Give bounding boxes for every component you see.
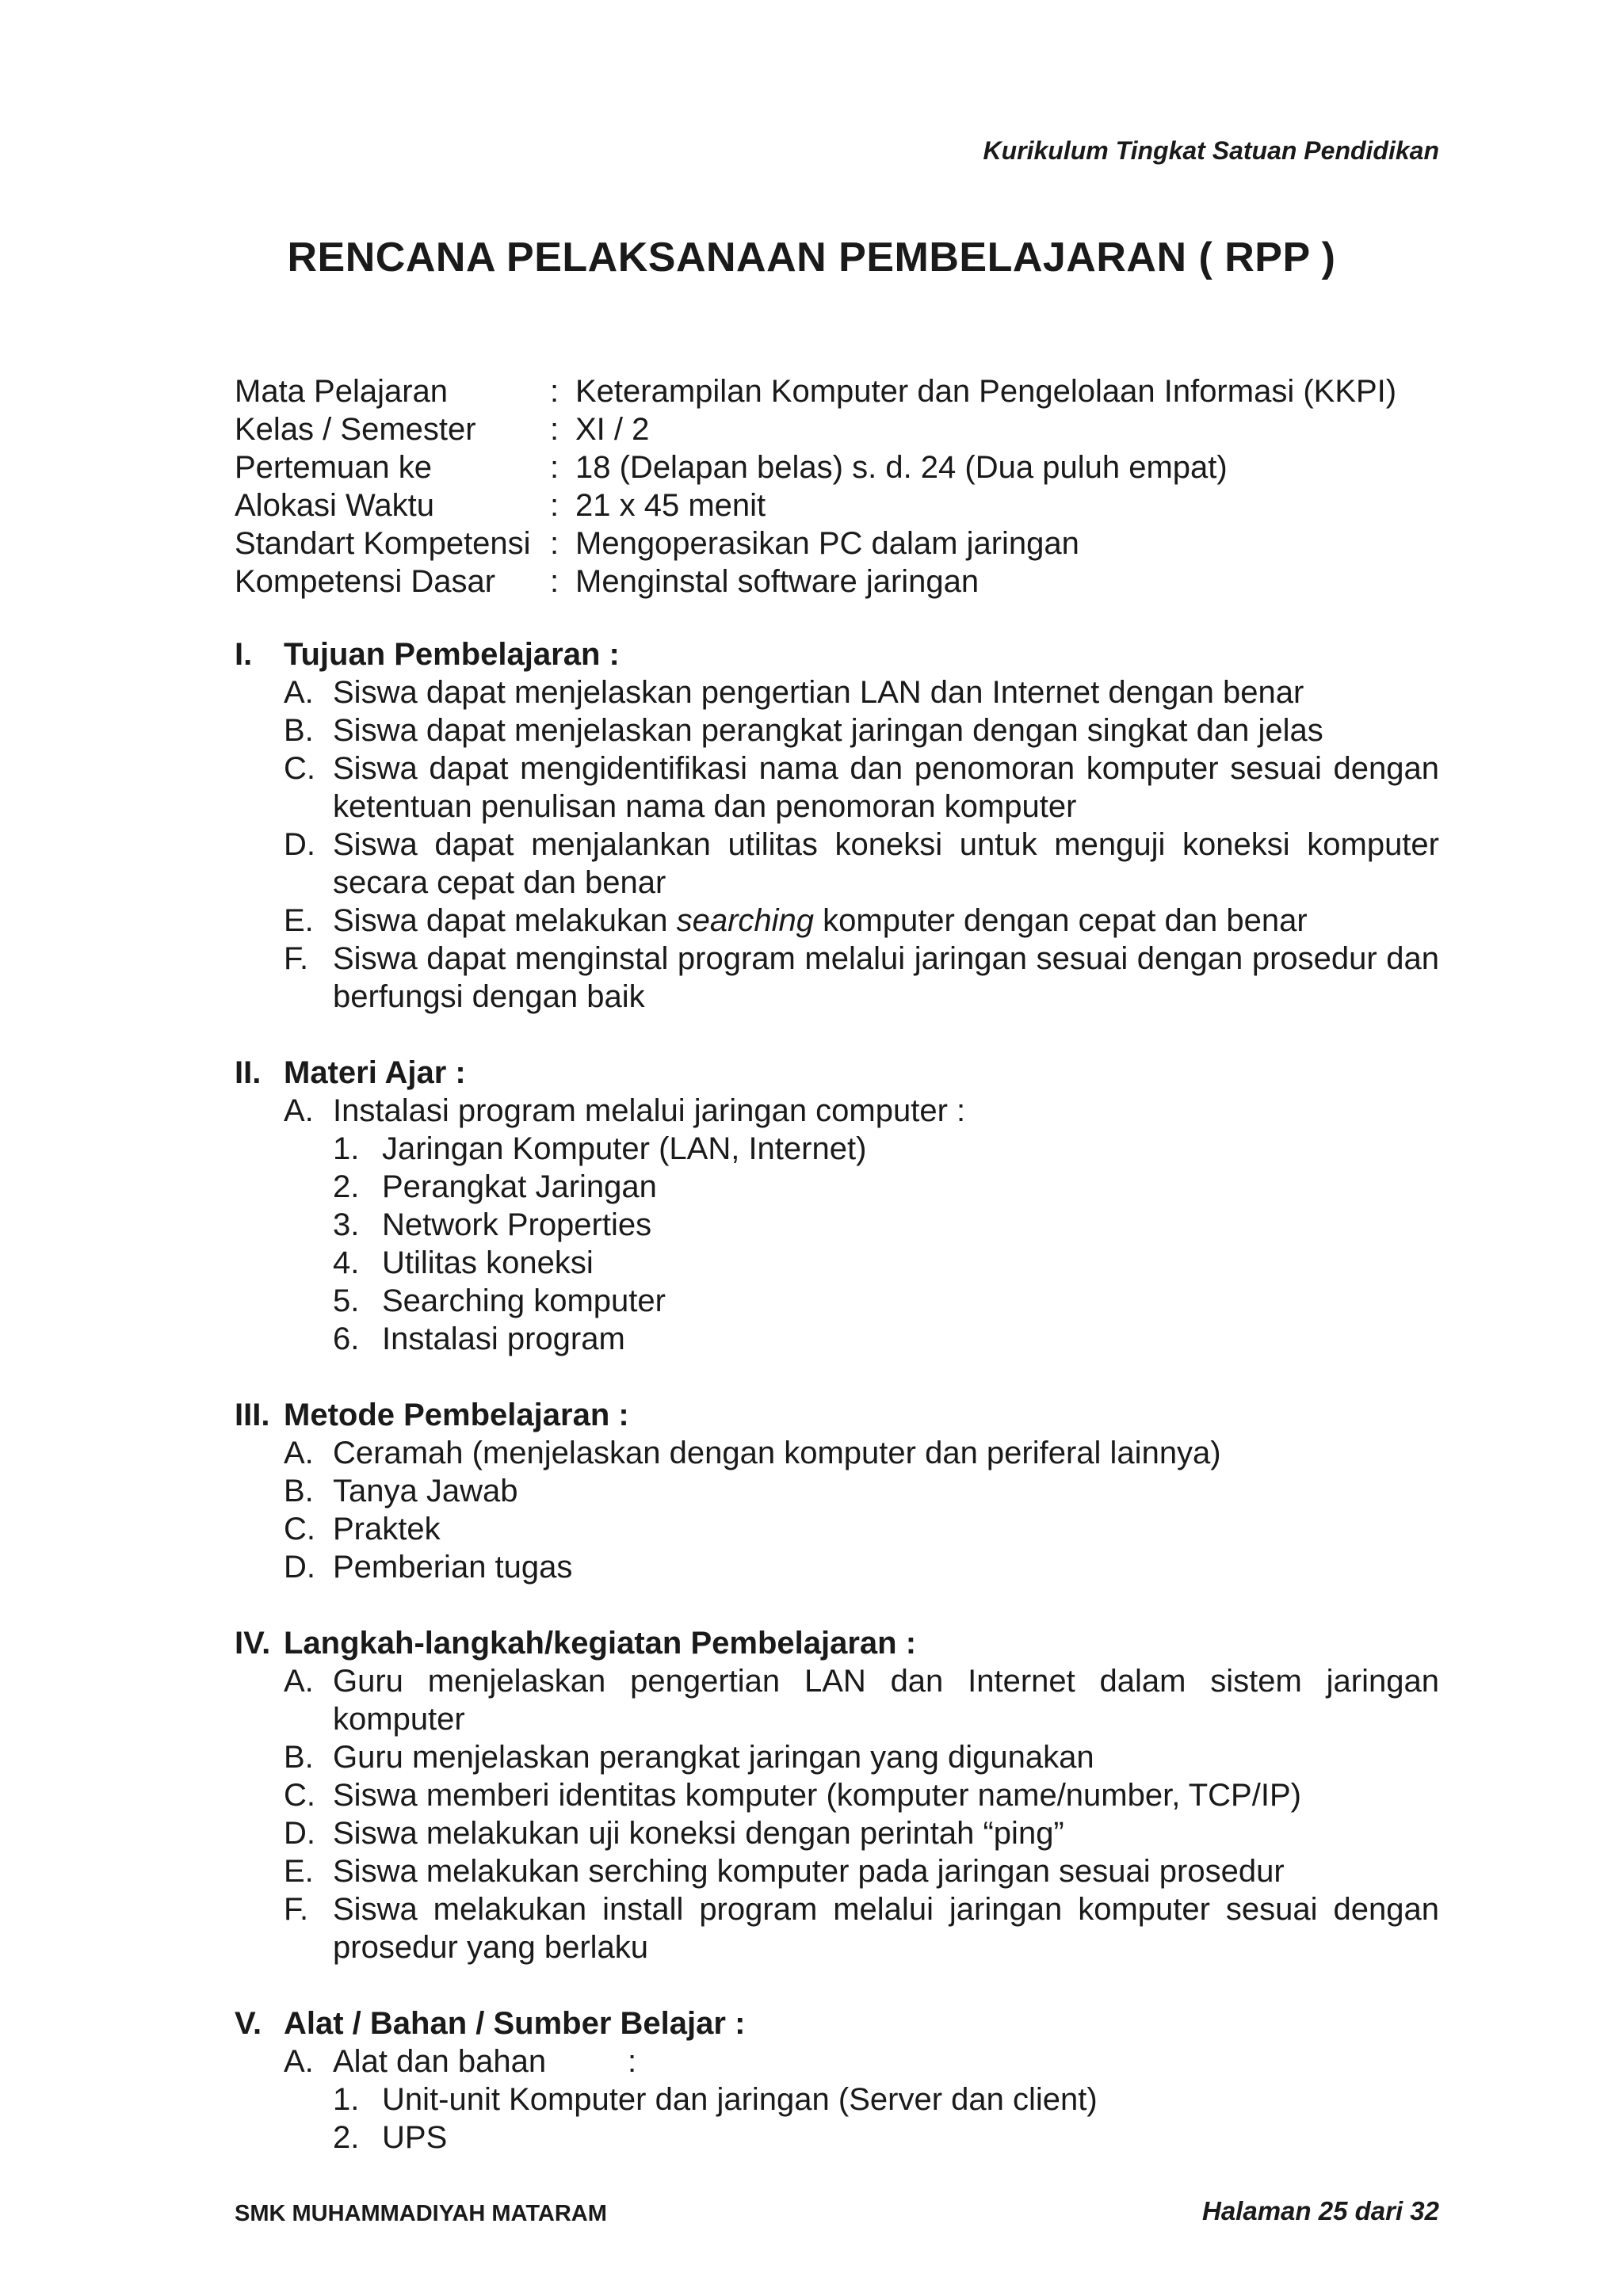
info-value: Menginstal software jaringan [575, 564, 980, 599]
info-value: Mengoperasikan PC dalam jaringan [575, 526, 1079, 561]
list-item: B. Tanya Jawab [284, 1474, 518, 1508]
info-row: Kelas / Semester : XI / 2 [235, 412, 650, 447]
footer-page-number: Halaman 25 dari 32 [1202, 2196, 1439, 2225]
info-label: Kelas / Semester [235, 412, 476, 447]
curriculum-header: Kurikulum Tingkat Satuan Pendidikan [983, 136, 1439, 165]
sub-item: 3. Network Properties [333, 1207, 652, 1242]
sub-item: 2. UPS [333, 2120, 448, 2155]
info-value: XI / 2 [575, 412, 650, 447]
list-item: B. Siswa dapat menjelaskan perangkat jaringan dengan singkat dan jelas [284, 713, 1323, 748]
section-heading: IV. Langkah-langkah/kegiatan Pembelajaran : [235, 1626, 917, 1661]
sub-item: 5. Searching komputer [333, 1283, 666, 1318]
info-row: Alokasi Waktu : 21 x 45 menit [235, 488, 766, 523]
list-item: D. Siswa melakukan uji koneksi dengan perintah “ping” [284, 1816, 1064, 1851]
info-row: Pertemuan ke : 18 (Delapan belas) s. d. 24 (Dua puluh empat) [235, 450, 1228, 485]
section-objectives [235, 635, 1439, 1016]
list-item: A. Ceramah (menjelaskan dengan komputer dan periferal lainnya) [284, 1436, 1221, 1470]
info-value: Keterampilan Komputer dan Pengelolaan Informasi (KKPI) [575, 374, 1397, 409]
footer-school: SMK MUHAMMADIYAH MATARAM [235, 2201, 607, 2226]
list-item: C. Praktek [284, 1512, 441, 1547]
info-value: 21 x 45 menit [575, 488, 766, 523]
info-row: Standart Kompetensi : Mengoperasikan PC dalam jaringan [235, 526, 1079, 561]
section-heading: II. Materi Ajar : [235, 1055, 466, 1090]
lesson-sections [235, 635, 1439, 2195]
list-item: E. Siswa melakukan serching komputer pada jaringan sesuai prosedur [284, 1854, 1285, 1889]
list-item: C. Siswa dapat mengidentifikasi nama dan penomoran komputer sesuai dengan ketentuan penulisan nama dan penomoran komputer [284, 751, 1439, 824]
list-item: A. Siswa dapat menjelaskan pengertian LAN dan Internet dengan benar [284, 675, 1304, 710]
list-item: C. Siswa memberi identitas komputer (komputer name/number, TCP/IP) [284, 1778, 1301, 1813]
page-title: RENCANA PELAKSANAAN PEMBELAJARAN ( RPP ) [287, 235, 1336, 280]
list-item: A. Instalasi program melalui jaringan computer : [284, 1093, 966, 1128]
section-activities [235, 1624, 1439, 1966]
section-materials [235, 1054, 1439, 1358]
list-item: A. Alat dan bahan : [284, 2044, 637, 2079]
list-item: A. Guru menjelaskan pengertian LAN dan Internet dalam sistem jaringan komputer [284, 1664, 1439, 1737]
info-value: 18 (Delapan belas) s. d. 24 (Dua puluh empat) [575, 450, 1228, 485]
list-item: F. Siswa dapat menginstal program melalui jaringan sesuai dengan prosedur dan berfungsi dengan baik [284, 941, 1439, 1014]
course-info [235, 372, 1396, 601]
list-item: B. Guru menjelaskan perangkat jaringan yang digunakan [284, 1740, 1094, 1775]
sub-item: 1. Jaringan Komputer (LAN, Internet) [333, 1131, 867, 1166]
section-heading: I. Tujuan Pembelajaran : [235, 637, 620, 672]
list-item: D. Siswa dapat menjalankan utilitas koneksi untuk menguji koneksi komputer secara cepat dan benar [284, 827, 1439, 900]
section-heading: V. Alat / Bahan / Sumber Belajar : [235, 2006, 746, 2041]
list-item: F. Siswa melakukan install program melalui jaringan komputer sesuai dengan prosedur yang berlaku [284, 1892, 1439, 1965]
info-label: Kompetensi Dasar [235, 564, 496, 599]
info-label: Standart Kompetensi [235, 526, 531, 561]
sub-item: 4. Utilitas koneksi [333, 1245, 594, 1280]
sub-item: 1. Unit-unit Komputer dan jaringan (Server dan client) [333, 2082, 1098, 2117]
section-heading: III. Metode Pembelajaran : [235, 1398, 629, 1432]
section-resources [235, 2004, 1439, 2157]
info-label: Mata Pelajaran [235, 374, 449, 409]
list-item: E. Siswa dapat melakukan searching komputer dengan cepat dan benar [284, 903, 1308, 938]
sub-item: 2. Perangkat Jaringan [333, 1169, 657, 1204]
info-row: Kompetensi Dasar : Menginstal software jaringan [235, 564, 980, 599]
info-label: Pertemuan ke [235, 450, 433, 485]
info-row: Mata Pelajaran : Keterampilan Komputer dan Pengelolaan Informasi (KKPI) [235, 374, 1397, 409]
section-methods [235, 1396, 1439, 1586]
info-label: Alokasi Waktu [235, 488, 434, 523]
sub-item: 6. Instalasi program [333, 1322, 625, 1356]
list-item: D. Pemberian tugas [284, 1550, 573, 1585]
